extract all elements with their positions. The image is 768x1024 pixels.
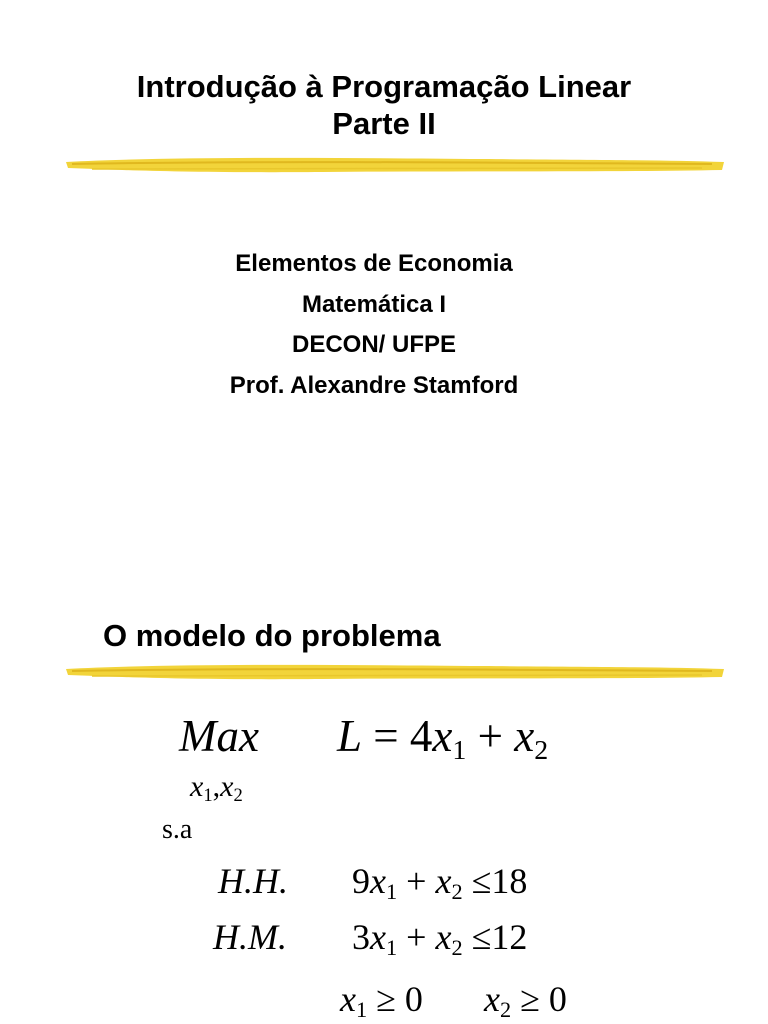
subscript-1: 1 — [452, 734, 467, 766]
subtitle-line-4: Prof. Alexandre Stamford — [229, 371, 519, 399]
subscript-2: 2 — [451, 879, 463, 905]
title-line-1: Introdução à Programação Linear — [136, 69, 632, 104]
leq-sign: ≤ — [471, 861, 492, 901]
highlighter-stroke — [62, 150, 728, 180]
objective-lhs: L — [337, 711, 363, 761]
subtitle-line-2: Matemática I — [301, 290, 447, 318]
subscript-1: 1 — [203, 785, 213, 807]
subscript-2: 2 — [451, 935, 463, 961]
subject-to-label: s.a — [162, 814, 193, 845]
var-x: x — [514, 711, 535, 761]
subscript-1: 1 — [355, 997, 368, 1023]
objective-operator: Max — [179, 711, 259, 761]
decision-variables — [190, 770, 243, 807]
subtitle-line-3: DECON/ UFPE — [291, 331, 456, 358]
plus-sign: + — [477, 711, 503, 761]
subscript-2: 2 — [233, 785, 243, 807]
constraint-2-label: H.M. — [213, 917, 287, 957]
constraint-1 — [352, 860, 528, 905]
var-x: x — [370, 917, 386, 957]
var-x: x — [435, 917, 452, 957]
geq-sign: ≥ — [376, 979, 396, 1019]
geq-sign: ≥ — [520, 979, 540, 1019]
title-line-2: Parte II — [332, 106, 436, 141]
equals-sign: = — [373, 711, 399, 761]
slide-title-heading — [0, 68, 768, 142]
zero: 0 — [548, 979, 567, 1019]
subscript-1: 1 — [385, 879, 398, 905]
leq-sign: ≤ — [471, 917, 492, 957]
constraint-2-coef: 3 — [352, 917, 370, 957]
comma: , — [212, 770, 221, 803]
var-x: x — [484, 979, 500, 1019]
constraint-1-coef: 9 — [352, 861, 370, 901]
constraint-1-rhs: 18 — [491, 861, 528, 901]
var-x: x — [435, 861, 452, 901]
var-x: x — [370, 861, 386, 901]
constraint-1-label: H.H. — [218, 861, 288, 901]
slide-heading: O modelo do problema — [103, 618, 441, 653]
zero: 0 — [404, 979, 423, 1019]
subscript-2: 2 — [499, 997, 512, 1023]
var-x: x — [340, 979, 356, 1019]
objective-function — [337, 710, 549, 766]
var-x: x — [190, 770, 204, 803]
subtitle-line-1: Elementos de Economia — [235, 250, 513, 277]
objective-coef-1: 4 — [409, 711, 433, 761]
constraint-2 — [352, 916, 528, 961]
plus-sign: + — [406, 861, 427, 901]
var-x: x — [432, 711, 453, 761]
subscript-1: 1 — [385, 935, 398, 961]
plus-sign: + — [406, 917, 427, 957]
var-x: x — [220, 770, 234, 803]
nonnegativity-2 — [484, 978, 567, 1023]
constraint-2-rhs: 12 — [491, 917, 528, 957]
nonnegativity-1 — [340, 978, 423, 1023]
slide-model — [0, 512, 768, 1024]
course-info — [0, 244, 748, 406]
highlighter-stroke — [62, 657, 728, 687]
subscript-2: 2 — [534, 734, 549, 766]
